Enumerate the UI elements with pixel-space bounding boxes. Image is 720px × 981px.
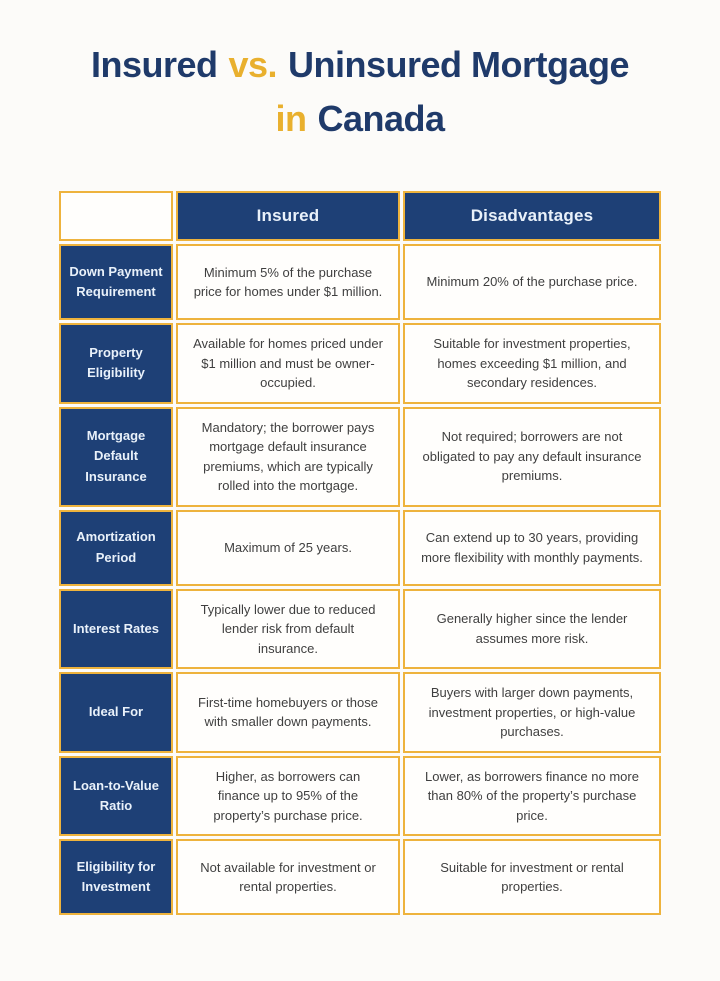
insured-cell: Not available for investment or rental properties. (176, 839, 400, 915)
disadvantages-cell: Lower, as borrowers finance no more than 80% of the property’s purchase price. (403, 756, 661, 837)
table-row (59, 589, 661, 670)
title-line-1 (0, 38, 720, 92)
insured-cell: First-time homebuyers or those with smaller down payments. (176, 672, 400, 753)
row-label-cell: Amortization Period (59, 510, 173, 586)
insured-cell: Typically lower due to reduced lender risk from default insurance. (176, 589, 400, 670)
table-row (59, 756, 661, 837)
title-segment: vs. (228, 44, 278, 85)
disadvantages-cell: Suitable for investment properties, homes exceeding $1 million, and secondary residences. (403, 323, 661, 404)
row-label-cell: Down Payment Requirement (59, 244, 173, 320)
row-label-cell: Mortgage Default Insurance (59, 407, 173, 507)
corner-cell (59, 191, 173, 241)
table-row (59, 407, 661, 507)
title-segment: Canada (317, 98, 445, 139)
title-segment: in (275, 98, 307, 139)
disadvantages-cell: Not required; borrowers are not obligated to pay any default insurance premiums. (403, 407, 661, 507)
page-title (0, 38, 720, 146)
table-row (59, 672, 661, 753)
table-row (59, 323, 661, 404)
disadvantages-cell: Buyers with larger down payments, investment properties, or high-value purchases. (403, 672, 661, 753)
insured-cell: Higher, as borrowers can finance up to 95% of the property’s purchase price. (176, 756, 400, 837)
table-row (59, 510, 661, 586)
row-label-cell: Ideal For (59, 672, 173, 753)
title-line-2 (0, 92, 720, 146)
table-container (0, 188, 720, 918)
table-row (59, 244, 661, 320)
row-label-cell: Property Eligibility (59, 323, 173, 404)
row-label-cell: Loan-to-Value Ratio (59, 756, 173, 837)
disadvantages-cell: Minimum 20% of the purchase price. (403, 244, 661, 320)
column-header-disadvantages: Disadvantages (403, 191, 661, 241)
insured-cell: Maximum of 25 years. (176, 510, 400, 586)
table-row (59, 839, 661, 915)
comparison-table (56, 188, 664, 918)
title-segment: Uninsured Mortgage (288, 44, 630, 85)
insured-cell: Available for homes priced under $1 million and must be owner-occupied. (176, 323, 400, 404)
disadvantages-cell: Suitable for investment or rental properties. (403, 839, 661, 915)
title-segment: Insured (90, 44, 218, 85)
header-row (59, 191, 661, 241)
row-label-cell: Interest Rates (59, 589, 173, 670)
row-label-cell: Eligibility for Investment (59, 839, 173, 915)
insured-cell: Minimum 5% of the purchase price for homes under $1 million. (176, 244, 400, 320)
disadvantages-cell: Generally higher since the lender assumes more risk. (403, 589, 661, 670)
disadvantages-cell: Can extend up to 30 years, providing more flexibility with monthly payments. (403, 510, 661, 586)
insured-cell: Mandatory; the borrower pays mortgage default insurance premiums, which are typically rolled into the mortgage. (176, 407, 400, 507)
column-header-insured: Insured (176, 191, 400, 241)
